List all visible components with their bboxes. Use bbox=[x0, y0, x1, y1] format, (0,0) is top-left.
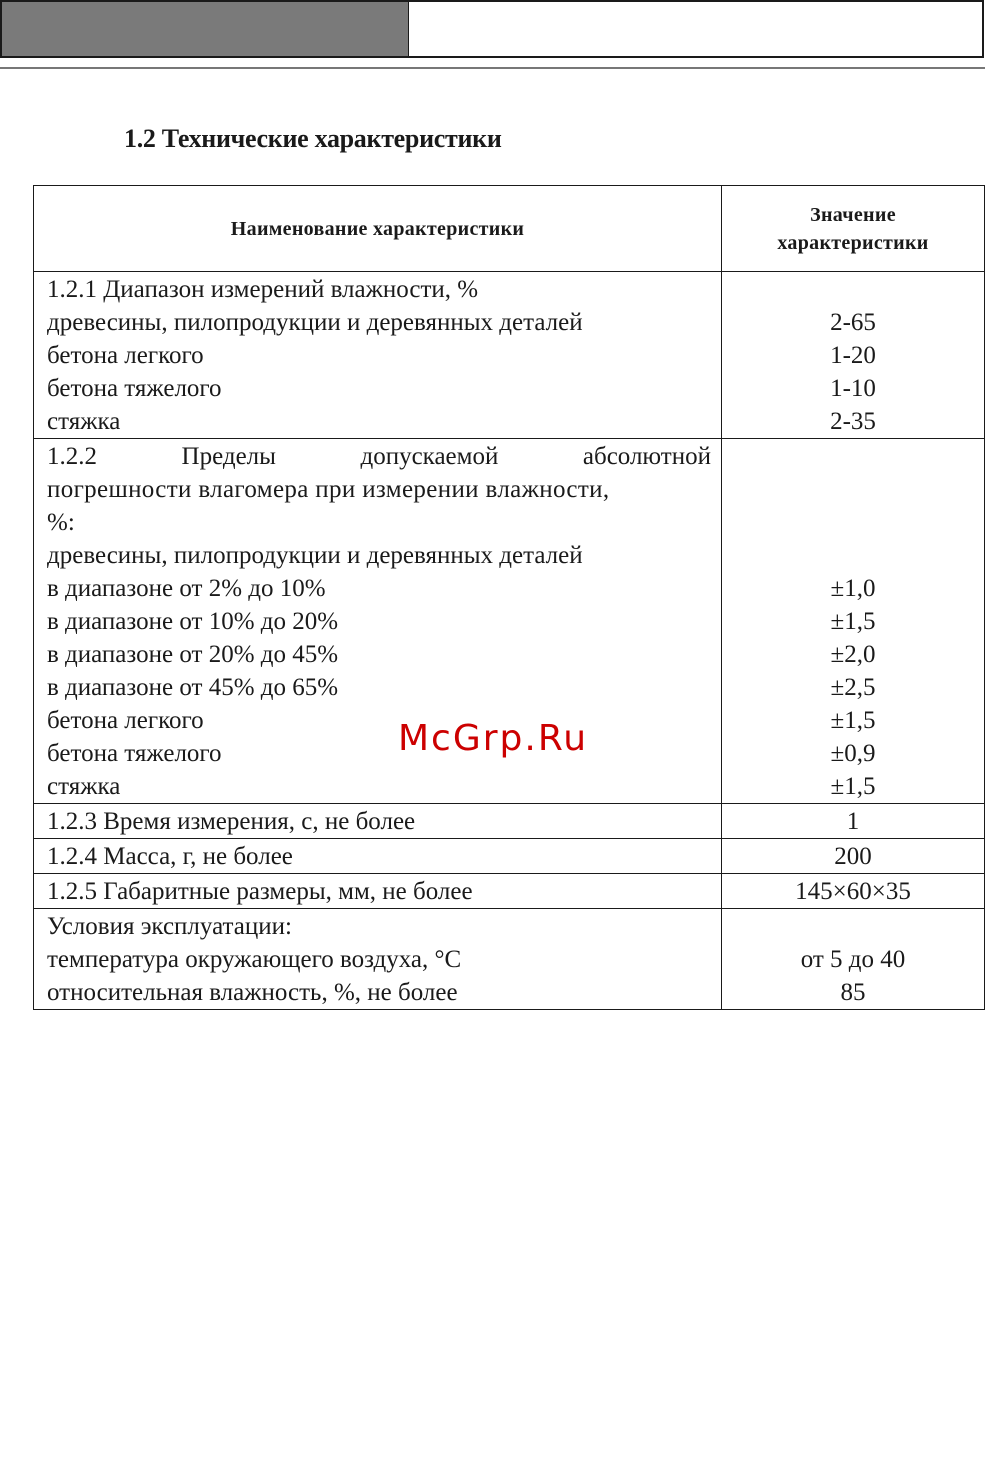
row-name-line: 1.2.3 Время измерения, с, не более bbox=[47, 808, 416, 835]
justified-word: абсолютной bbox=[582, 443, 711, 470]
row-name-line: древесины, пилопродукции и деревянных деталей bbox=[47, 542, 583, 569]
header-light-block bbox=[409, 0, 984, 58]
table-header-row bbox=[34, 186, 985, 272]
row-value-line: ±0,9 bbox=[830, 740, 876, 767]
table-row bbox=[34, 839, 985, 874]
table-row bbox=[34, 874, 985, 909]
row-name-line: в диапазоне от 20% до 45% bbox=[47, 641, 339, 668]
row-value-line: 2-65 bbox=[830, 309, 876, 336]
row-value-line bbox=[722, 539, 984, 572]
row-value-cell bbox=[722, 272, 985, 439]
row-value-cell bbox=[722, 804, 985, 839]
justified-word: 1.2.2 bbox=[47, 443, 97, 470]
row-name-line: 1.2.1 Диапазон измерений влажности, % bbox=[47, 276, 479, 303]
row-value-line bbox=[722, 910, 984, 943]
header-divider bbox=[0, 67, 985, 69]
justified-word: Пределы bbox=[181, 443, 276, 470]
row-name-line: бетона тяжелого bbox=[47, 375, 222, 402]
header-dark-block bbox=[0, 0, 410, 58]
row-value-line: от 5 до 40 bbox=[800, 946, 906, 973]
row-name-line: относительная влажность, %, не более bbox=[47, 979, 458, 1006]
row-value-line: ±1,0 bbox=[830, 575, 876, 602]
header-name bbox=[34, 186, 722, 272]
row-name-cell bbox=[34, 272, 722, 439]
row-value-line: ±1,5 bbox=[830, 707, 876, 734]
row-value-line bbox=[722, 273, 984, 306]
row-value-line bbox=[722, 506, 984, 539]
page-header-bar bbox=[0, 0, 985, 60]
row-name-line: бетона тяжелого bbox=[47, 740, 222, 767]
row-name-line: бетона легкого bbox=[47, 342, 204, 369]
table-row bbox=[34, 909, 985, 1010]
row-name-justified-line bbox=[47, 440, 711, 473]
row-value-line: 2-35 bbox=[830, 408, 876, 435]
header-value-line2: характеристики bbox=[777, 231, 929, 254]
header-value bbox=[722, 186, 985, 272]
row-value-line bbox=[722, 473, 984, 506]
section-title: 1.2 Технические характеристики bbox=[124, 124, 502, 153]
row-value-cell bbox=[722, 874, 985, 909]
row-value-line: ±1,5 bbox=[830, 608, 876, 635]
row-name-line: 1.2.5 Габаритные размеры, мм, не более bbox=[47, 878, 473, 905]
row-value-line: 145×60×35 bbox=[795, 878, 911, 905]
row-name-cell bbox=[34, 839, 722, 874]
row-value-cell bbox=[722, 909, 985, 1010]
watermark: McGrp.Ru bbox=[398, 718, 589, 759]
row-value-line: ±2,5 bbox=[830, 674, 876, 701]
row-name-line: погрешности влагомера при измерении влажности, bbox=[47, 476, 610, 503]
table-row bbox=[34, 804, 985, 839]
row-name-line: в диапазоне от 45% до 65% bbox=[47, 674, 339, 701]
row-name-line: %: bbox=[47, 509, 75, 536]
row-name-line: в диапазоне от 2% до 10% bbox=[47, 575, 326, 602]
row-name-cell bbox=[34, 909, 722, 1010]
row-name-line: древесины, пилопродукции и деревянных деталей bbox=[47, 309, 583, 336]
row-value-line bbox=[722, 440, 984, 473]
row-name-line: стяжка bbox=[47, 408, 121, 435]
row-name-line: в диапазоне от 10% до 20% bbox=[47, 608, 339, 635]
row-value-line: ±1,5 bbox=[830, 773, 876, 800]
justified-word: допускаемой bbox=[360, 443, 499, 470]
header-name-label: Наименование характеристики bbox=[230, 217, 525, 240]
table-row bbox=[34, 272, 985, 439]
row-name-line: 1.2.4 Масса, г, не более bbox=[47, 843, 293, 870]
row-value-line: 1-20 bbox=[830, 342, 876, 369]
row-value-cell bbox=[722, 439, 985, 804]
row-value-cell bbox=[722, 839, 985, 874]
header-value-line1: Значение bbox=[810, 203, 896, 226]
row-value-line: 1 bbox=[846, 808, 860, 835]
row-name-cell bbox=[34, 804, 722, 839]
spec-table bbox=[33, 185, 985, 1010]
row-name-cell bbox=[34, 439, 722, 804]
row-name-cell bbox=[34, 874, 722, 909]
row-value-line: 200 bbox=[834, 843, 872, 870]
row-name-line: бетона легкого bbox=[47, 707, 204, 734]
row-value-line: ±2,0 bbox=[830, 641, 876, 668]
row-name-line: стяжка bbox=[47, 773, 121, 800]
row-name-line: температура окружающего воздуха, °С bbox=[47, 946, 462, 973]
row-value-line: 1-10 bbox=[830, 375, 876, 402]
row-name-line: Условия эксплуатации: bbox=[47, 913, 292, 940]
row-value-line: 85 bbox=[840, 979, 866, 1006]
